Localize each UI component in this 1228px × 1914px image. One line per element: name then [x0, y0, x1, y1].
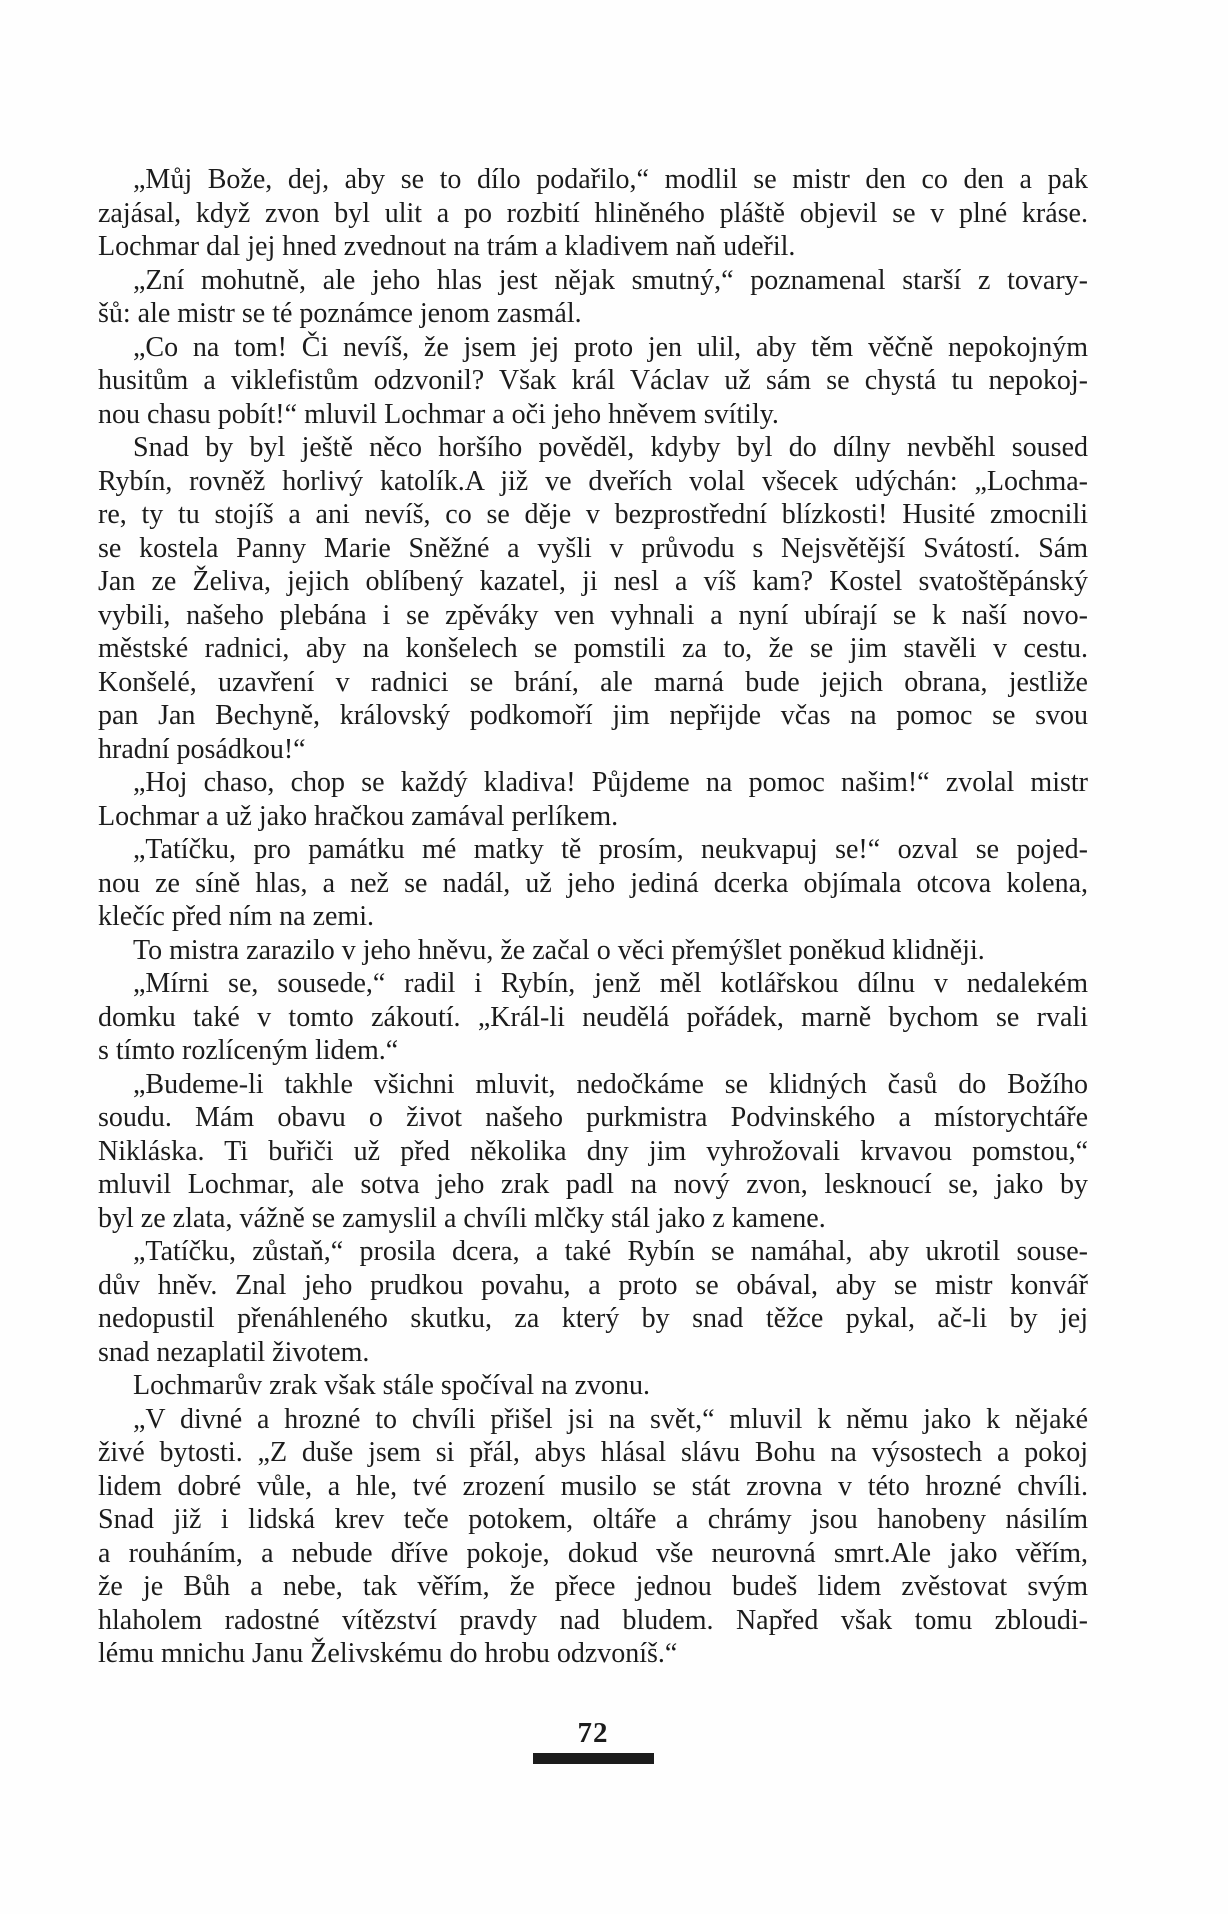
text-line: pan Jan Bechyně, královský podkomoří jim nepřijde včas na pomoc se svou	[98, 700, 1088, 731]
text-line: Snad již i lidská krev teče potokem, oltáře a chrámy jsou hanobeny násilím	[98, 1504, 1088, 1535]
text-line: s tímto rozlíceným lidem.“	[98, 1035, 399, 1066]
paragraph	[98, 331, 1088, 432]
text-line: „Zní mohutně, ale jeho hlas jest nějak smutný,“ poznamenal starší z tovary-	[133, 264, 1088, 296]
text-line: snad nezaplatil životem.	[98, 1336, 370, 1368]
text-line: „Co na tom! Či nevíš, že jsem jej proto jen ulil, aby těm věčně nepokojným	[133, 331, 1088, 363]
text-line: lidem dobré vůle, a hle, tvé zrození musilo se stát zrovna v této hrozné chvíli.	[98, 1470, 1088, 1502]
text-line: vybili, našeho plebána i se zpěváky ven vyhnali a nyní ubírají se k naší novo-	[98, 599, 1088, 631]
paragraph	[98, 264, 1088, 331]
footer-rule-bar	[533, 1753, 654, 1764]
text-line: živé bytosti. „Z duše jsem si přál, abys hlásal slávu Bohu na výsostech a pokoj	[98, 1437, 1088, 1468]
text-line: „Tatíčku, pro památku mé matky tě prosím, neukvapuj se!“ ozval se pojed-	[133, 834, 1088, 865]
text-line: městské radnici, aby na konšelech se pomstili za to, že se jim stavěli v cestu.	[98, 633, 1088, 664]
paragraph	[98, 163, 1088, 264]
paragraph	[98, 967, 1088, 1068]
paragraph	[98, 1403, 1088, 1671]
text-line: soudu. Mám obavu o život našeho purkmistra Podvinského a místorychtáře	[98, 1102, 1088, 1133]
paragraph	[98, 1068, 1088, 1236]
text-line: Lochmar a už jako hračkou zamával perlíkem.	[98, 800, 619, 832]
text-block	[98, 163, 1088, 1671]
text-line: To mistra zarazilo v jeho hněvu, že začal o věci přemýšlet poněkud klidněji.	[133, 934, 985, 966]
text-line: nou chasu pobít!“ mluvil Lochmar a oči jeho hněvem svítily.	[98, 398, 779, 430]
text-line: šů: ale mistr se té poznámce jenom zasmál.	[98, 298, 582, 329]
text-line: byl ze zlata, vážně se zamyslil a chvíli mlčky stál jako z kamene.	[98, 1202, 826, 1234]
paragraph	[98, 833, 1088, 934]
text-line: re, ty tu stojíš a ani nevíš, co se děje v bezprostřední blízkosti! Husité zmocnili	[98, 499, 1088, 530]
text-line: husitům a viklefistům odzvonil? Však král Václav už sám se chystá tu nepokoj-	[98, 365, 1088, 396]
paragraph	[98, 431, 1088, 766]
paragraph	[98, 1369, 1088, 1403]
text-line: nou ze síně hlas, a než se nadál, už jeho jediná dcerka objímala otcova kolena,	[98, 867, 1088, 899]
text-line: Lochmar dal jej hned zvednout na trám a kladivem naň udeřil.	[98, 231, 796, 262]
paragraph	[98, 766, 1088, 833]
paragraph	[98, 934, 1088, 968]
text-line: hradní posádkou!“	[98, 733, 306, 765]
text-line: lému mnichu Janu Želivskému do hrobu odzvoníš.“	[98, 1638, 678, 1669]
text-line: domku také v tomto zákoutí. „Král-li neudělá pořádek, marně bychom se rvali	[98, 1001, 1088, 1033]
text-line: Konšelé, uzavření v radnici se brání, ale marná bude jejich obrana, jestliže	[98, 666, 1088, 698]
text-line: a rouháním, a nebude dříve pokoje, dokud vše neurovná smrt.Ale jako věřím,	[98, 1537, 1088, 1569]
text-line: Nikláska. Ti buřiči už před několika dny jim vyhrožovali krvavou pomstou,“	[98, 1135, 1088, 1167]
text-line: dův hněv. Znal jeho prudkou povahu, a proto se obával, aby se mistr konvář	[98, 1269, 1088, 1301]
text-line: „V divné a hrozné to chvíli přišel jsi na svět,“ mluvil k němu jako k nějaké	[133, 1403, 1088, 1435]
text-line: nedopustil přenáhleného skutku, za který by snad těžce pykal, ač-li by jej	[98, 1303, 1088, 1334]
text-line: že je Bůh a nebe, tak věřím, že přece jednou budeš lidem zvěstovat svým	[98, 1571, 1088, 1602]
text-line: mluvil Lochmar, ale sotva jeho zrak padl na nový zvon, lesknoucí se, jako by	[98, 1169, 1088, 1200]
page-footer	[98, 1716, 1088, 1764]
text-line: Lochmarův zrak však stále spočíval na zvonu.	[133, 1370, 651, 1401]
page-number: 72	[577, 1716, 609, 1749]
text-line: „Hoj chaso, chop se každý kladiva! Půjdeme na pomoc našim!“ zvolal mistr	[133, 767, 1088, 798]
paragraph	[98, 1235, 1088, 1369]
text-line: „Tatíčku, zůstaň,“ prosila dcera, a také Rybín se namáhal, aby ukrotil souse-	[133, 1236, 1088, 1267]
text-line: „Můj Bože, dej, aby se to dílo podařilo,“ modlil se mistr den co den a pak	[133, 164, 1088, 195]
text-line: zajásal, když zvon byl ulit a po rozbití hliněného pláště objevil se v plné kráse.	[98, 197, 1088, 229]
text-line: se kostela Panny Marie Sněžné a vyšli v průvodu s Nejsvětější Svátostí. Sám	[98, 532, 1088, 564]
text-line: hlaholem radostné vítězství pravdy nad bludem. Napřed však tomu zbloudi-	[98, 1604, 1088, 1636]
text-line: „Budeme-li takhle všichni mluvit, nedočkáme se klidných časů do Božího	[133, 1068, 1088, 1100]
text-line: „Mírni se, sousede,“ radil i Rybín, jenž měl kotlářskou dílnu v nedalekém	[133, 968, 1088, 999]
text-line: klečíc před ním na zemi.	[98, 901, 374, 932]
text-line: Snad by byl ještě něco horšího pověděl, kdyby byl do dílny nevběhl soused	[133, 432, 1088, 463]
text-line: Rybín, rovněž horlivý katolík.A již ve dveřích volal všecek udýchán: „Lochma-	[98, 465, 1088, 497]
text-line: Jan ze Želiva, jejich oblíbený kazatel, ji nesl a víš kam? Kostel svatoštěpánský	[98, 566, 1088, 597]
